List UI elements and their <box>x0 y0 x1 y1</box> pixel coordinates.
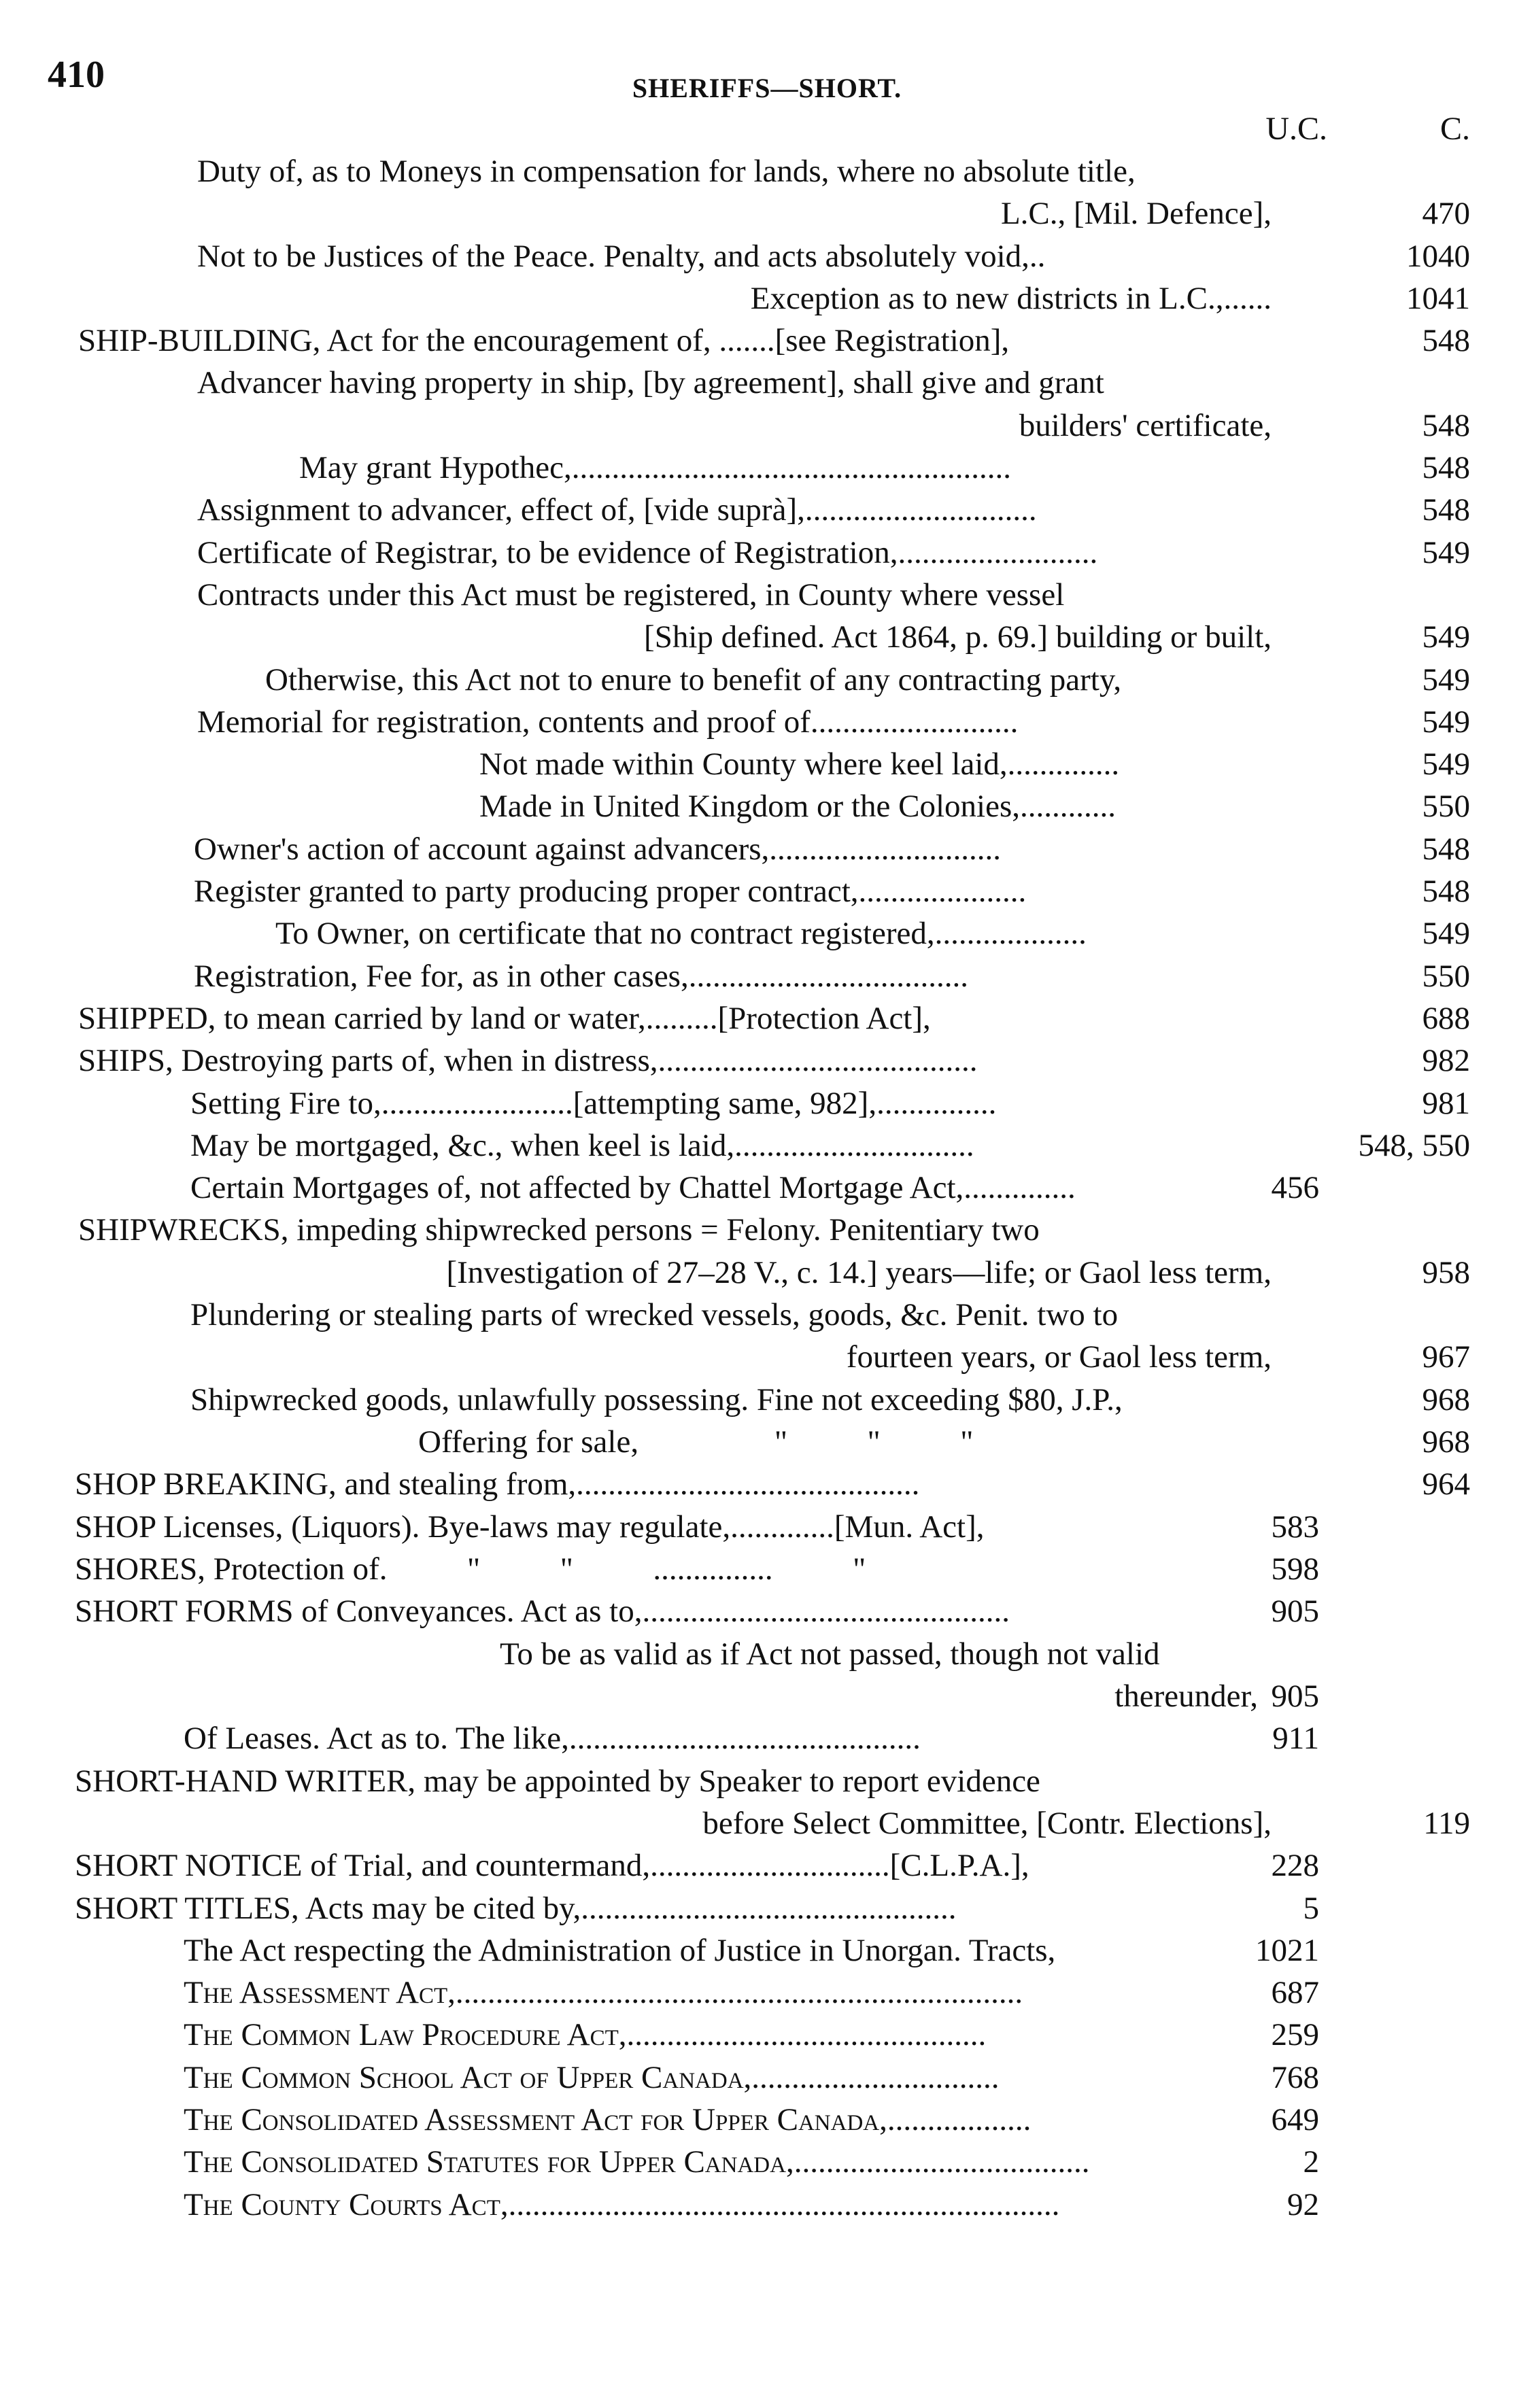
index-entry-text: builders' certificate, <box>1019 408 1272 443</box>
ref-uc: 583 <box>1271 1509 1319 1545</box>
index-line <box>0 532 1534 574</box>
ref-uc: 649 <box>1271 2102 1319 2137</box>
ref-c: 958 <box>1422 1255 1470 1290</box>
index-line <box>0 659 1534 701</box>
ref-c: 549 <box>1422 662 1470 698</box>
index-line <box>0 1887 1534 1929</box>
ref-c: 981 <box>1422 1086 1470 1121</box>
ref-uc: 92 <box>1287 2187 1319 2222</box>
ref-c: 548 <box>1422 831 1470 867</box>
index-line <box>0 1802 1534 1844</box>
index-line <box>0 1463 1534 1505</box>
index-line <box>0 1082 1534 1124</box>
ref-c: 982 <box>1422 1043 1470 1078</box>
index-entry-text: Of Leases. Act as to. The like,............................................ <box>184 1721 921 1756</box>
ref-both: 548, 550 <box>1358 1128 1470 1163</box>
index-entry-text: Certificate of Registrar, to be evidence of Registration,......................... <box>197 535 1098 570</box>
ref-c: 550 <box>1422 789 1470 824</box>
index-entry-text: SHIPWRECKS, impeding shipwrecked persons = Felony. Penitentiary two <box>78 1212 1040 1248</box>
index-line <box>0 2099 1534 2141</box>
index-entry-text: The Consolidated Statutes for Upper Canada,..................................... <box>184 2144 1090 2180</box>
index-line <box>0 997 1534 1039</box>
index-entry-text: Made in United Kingdom or the Colonies,............ <box>479 789 1116 824</box>
index-entry-text: To Owner, on certificate that no contract registered,................... <box>275 916 1087 951</box>
ref-uc: 905 <box>1271 1594 1319 1629</box>
index-entry-text: SHOP BREAKING, and stealing from,........................................... <box>75 1466 920 1502</box>
index-entry-text: SHORES, Protection of. " " ............... " <box>75 1551 866 1587</box>
ref-uc: 259 <box>1271 2017 1319 2052</box>
index-entry-text: Shipwrecked goods, unlawfully possessing. Fine not exceeding $80, J.P., <box>190 1382 1123 1417</box>
index-line <box>0 2141 1534 2183</box>
index-line <box>0 1929 1534 1972</box>
index-line <box>0 320 1534 362</box>
ref-c: 548 <box>1422 492 1470 528</box>
index-entry-text: Otherwise, this Act not to enure to benefit of any contracting party, <box>265 662 1122 698</box>
index-line <box>0 828 1534 870</box>
ref-c: 548 <box>1422 874 1470 909</box>
index-line <box>0 1124 1534 1167</box>
index-line <box>0 150 1534 192</box>
index-line <box>0 2014 1534 2056</box>
index-entry-text: The Common School Act of Upper Canada,............................... <box>184 2060 1000 2095</box>
index-line <box>0 489 1534 531</box>
index-entry-text: The Consolidated Assessment Act for Upper Canada,.................. <box>184 2102 1032 2137</box>
ref-c: 964 <box>1422 1466 1470 1502</box>
index-entry-text: Contracts under this Act must be registered, in County where vessel <box>197 577 1065 613</box>
ref-c: 549 <box>1422 916 1470 951</box>
index-entry-text: Register granted to party producing proper contract,..................... <box>194 874 1027 909</box>
ref-uc: 905 <box>1271 1679 1319 1714</box>
index-entry-text: Not to be Justices of the Peace. Penalty, and acts absolutely void,.. <box>197 239 1046 274</box>
ref-c: 967 <box>1422 1339 1470 1375</box>
index-entry-text: Offering for sale, " " " <box>418 1424 974 1460</box>
index-line <box>0 743 1534 785</box>
ref-c: 119 <box>1423 1806 1470 1841</box>
ref-uc: 5 <box>1303 1891 1319 1926</box>
index-entry-text: The Assessment Act,....................................................................... <box>184 1975 1023 2010</box>
ref-uc: 2 <box>1303 2144 1319 2180</box>
index-line <box>0 1167 1534 1209</box>
page-number: 410 <box>48 54 105 96</box>
index-line <box>0 1039 1534 1082</box>
index-line <box>0 1336 1534 1378</box>
ref-c: 1040 <box>1406 239 1470 274</box>
index-entry-text: May grant Hypothec,....................................................... <box>299 450 1011 485</box>
index-line <box>0 447 1534 489</box>
index-entry-text: before Select Committee, [Contr. Elections], <box>702 1806 1272 1841</box>
ref-c: 548 <box>1422 323 1470 358</box>
index-line <box>0 2057 1534 2099</box>
index-entry-text: Registration, Fee for, as in other cases,................................... <box>194 959 968 994</box>
index-entry-text: The Act respecting the Administration of Justice in Unorgan. Tracts, <box>184 1933 1056 1968</box>
index-entry-text: [Investigation of 27–28 V., c. 14.] years—life; or Gaol less term, <box>446 1255 1272 1290</box>
index-line <box>0 1717 1534 1759</box>
index-entry-text: Advancer having property in ship, [by agreement], shall give and grant <box>197 365 1104 400</box>
ref-c: 1041 <box>1406 281 1470 316</box>
index-line <box>0 701 1534 743</box>
ref-uc: 598 <box>1271 1551 1319 1587</box>
column-header-c: C. <box>1439 111 1470 147</box>
column-header-uc: U.C. <box>1265 111 1327 147</box>
index-line <box>0 1633 1534 1675</box>
index-line <box>0 1844 1534 1887</box>
ref-c: 549 <box>1422 619 1470 655</box>
index-entry-text: The Common Law Procedure Act,............................................. <box>184 2017 987 2052</box>
ref-c: 550 <box>1422 959 1470 994</box>
index-line <box>0 785 1534 827</box>
index-entry-text: Not made within County where keel laid,.............. <box>479 746 1120 782</box>
ref-c: 968 <box>1422 1382 1470 1417</box>
index-line <box>0 1760 1534 1802</box>
ref-uc: 228 <box>1271 1848 1319 1883</box>
ref-c: 470 <box>1422 196 1470 231</box>
ref-uc: 1021 <box>1255 1933 1319 1968</box>
index-entry-text: SHIP-BUILDING, Act for the encouragement of, .......[see Registration], <box>78 323 1010 358</box>
ref-uc: 687 <box>1271 1975 1319 2010</box>
index-line <box>0 912 1534 954</box>
ref-c: 688 <box>1422 1001 1470 1036</box>
ref-c: 968 <box>1422 1424 1470 1460</box>
index-entry-text: SHORT NOTICE of Trial, and countermand,..............................[C.L.P.A.], <box>75 1848 1029 1883</box>
index-line <box>0 870 1534 912</box>
index-entry-text: Memorial for registration, contents and proof of.......................... <box>197 704 1019 740</box>
index-line <box>0 616 1534 658</box>
index-line <box>0 1252 1534 1294</box>
index-entry-text: SHORT-HAND WRITER, may be appointed by Speaker to report evidence <box>75 1764 1040 1799</box>
index-line <box>0 405 1534 447</box>
ref-uc: 456 <box>1271 1170 1319 1205</box>
index-entry-text: Setting Fire to,........................[attempting same, 982],............... <box>190 1086 997 1121</box>
index-entry-text: SHORT FORMS of Conveyances. Act as to,.............................................. <box>75 1594 1010 1629</box>
index-entry-text: SHOP Licenses, (Liquors). Bye-laws may regulate,.............[Mun. Act], <box>75 1509 985 1545</box>
index-entry-text: The County Courts Act,..................................................................... <box>184 2187 1060 2222</box>
ref-c: 549 <box>1422 704 1470 740</box>
index-entry-text: fourteen years, or Gaol less term, <box>846 1339 1272 1375</box>
ref-c: 549 <box>1422 746 1470 782</box>
index-entry-text: L.C., [Mil. Defence], <box>1000 196 1272 231</box>
index-entry-text: Certain Mortgages of, not affected by Chattel Mortgage Act,.............. <box>190 1170 1076 1205</box>
index-entry-text: [Ship defined. Act 1864, p. 69.] building or built, <box>644 619 1272 655</box>
index-entry-text: Assignment to advancer, effect of, [vide suprà],............................. <box>197 492 1037 528</box>
index-entry-text: Duty of, as to Moneys in compensation for lands, where no absolute title, <box>197 154 1136 189</box>
index-entry-text: SHORT TITLES, Acts may be cited by,............................................... <box>75 1891 957 1926</box>
running-head: SHERIFFS—SHORT. <box>632 73 902 103</box>
index-line <box>0 574 1534 616</box>
index-entry-text: thereunder, <box>1114 1679 1258 1714</box>
index-line <box>0 1548 1534 1590</box>
index-line <box>0 1421 1534 1463</box>
index-entry-text: SHIPPED, to mean carried by land or water,.........[Protection Act], <box>78 1001 931 1036</box>
index-entry-text: Exception as to new districts in L.C.,...... <box>750 281 1272 316</box>
index-line <box>0 1379 1534 1421</box>
index-entry-text: Owner's action of account against advancers,............................. <box>194 831 1002 867</box>
index-entry-text: Plundering or stealing parts of wrecked vessels, goods, &c. Penit. two to <box>190 1297 1119 1332</box>
index-line <box>0 235 1534 277</box>
index-line <box>0 1209 1534 1251</box>
index-line <box>0 2184 1534 2226</box>
ref-c: 549 <box>1422 535 1470 570</box>
ref-c: 548 <box>1422 450 1470 485</box>
index-line <box>0 955 1534 997</box>
index-entry-text: To be as valid as if Act not passed, though not valid <box>500 1636 1160 1672</box>
index-line <box>0 362 1534 404</box>
index-entry-text: SHIPS, Destroying parts of, when in distress,........................................ <box>78 1043 978 1078</box>
index-entry-text: May be mortgaged, &c., when keel is laid,.............................. <box>190 1128 974 1163</box>
index-line <box>0 1294 1534 1336</box>
index-line <box>0 192 1534 235</box>
index-line <box>0 1506 1534 1548</box>
ref-uc: 911 <box>1272 1721 1319 1756</box>
index-line <box>0 1675 1534 1717</box>
ref-c: 548 <box>1422 408 1470 443</box>
index-line <box>0 1590 1534 1632</box>
index-line <box>0 1972 1534 2014</box>
ref-uc: 768 <box>1271 2060 1319 2095</box>
index-line <box>0 277 1534 320</box>
